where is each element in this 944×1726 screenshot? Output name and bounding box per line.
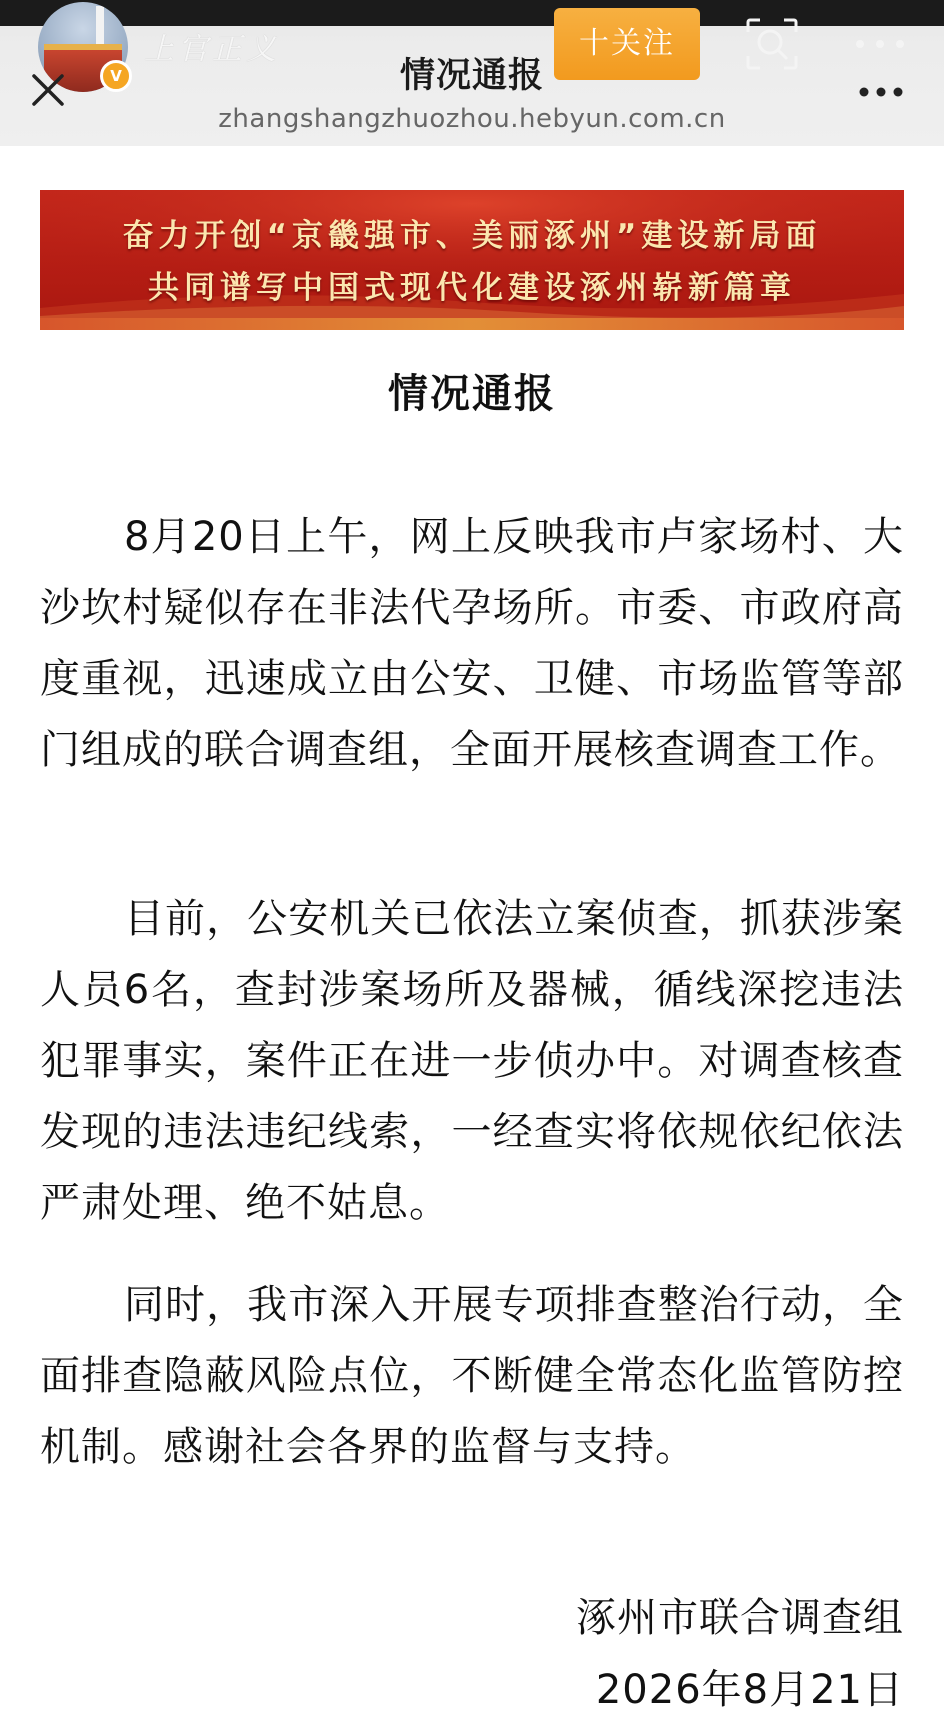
article-paragraph-3: 同时，我市深入开展专项排查整治行动，全面排查隐蔽风险点位，不断健全常态化监管防控机制。感谢社会各界的监督与支持。 xyxy=(40,1282,904,1470)
signature-organization: 涿州市联合调查组 xyxy=(576,1595,904,1641)
scan-icon[interactable] xyxy=(744,16,800,72)
follow-button[interactable]: 十关注 xyxy=(554,8,700,80)
banner-slogan-line-1: 奋力开创“京畿强市、美丽涿州”建设新局面 xyxy=(122,218,822,254)
article-paragraph-2: 目前，公安机关已依法立案侦查，抓获涉案人员6名，查封涉案场所及器械，循线深挖违法犯罪事实，案件正在进一步侦办中。对调查核查发现的违法违纪线索，一经查实将依规依纪依法严肃处理、绝不姑息。 xyxy=(40,896,904,1226)
verified-badge-icon: V xyxy=(100,60,132,92)
page-url: zhangshangzhuozhou.hebyun.com.cn xyxy=(218,104,726,134)
top-header xyxy=(0,0,944,146)
signature-date: 2026年8月21日 xyxy=(595,1667,904,1713)
article-paragraph-1: 8月20日上午，网上反映我市卢家场村、大沙坎村疑似存在非法代孕场所。市委、市政府高度重视，迅速成立由公安、卫健、市场监管等部门组成的联合调查组，全面开展核查调查工作。 xyxy=(40,514,904,773)
banner-stripe xyxy=(40,318,904,330)
account-name[interactable]: 上官正义 xyxy=(144,32,280,67)
slogan-banner xyxy=(40,190,904,330)
article-heading: 情况通报 xyxy=(388,371,556,417)
more-icon[interactable] xyxy=(850,24,910,64)
banner-slogan-line-2: 共同谱写中国式现代化建设涿州崭新篇章 xyxy=(148,270,796,306)
status-strip xyxy=(0,0,944,26)
page-title: 情况通报 xyxy=(399,56,544,96)
